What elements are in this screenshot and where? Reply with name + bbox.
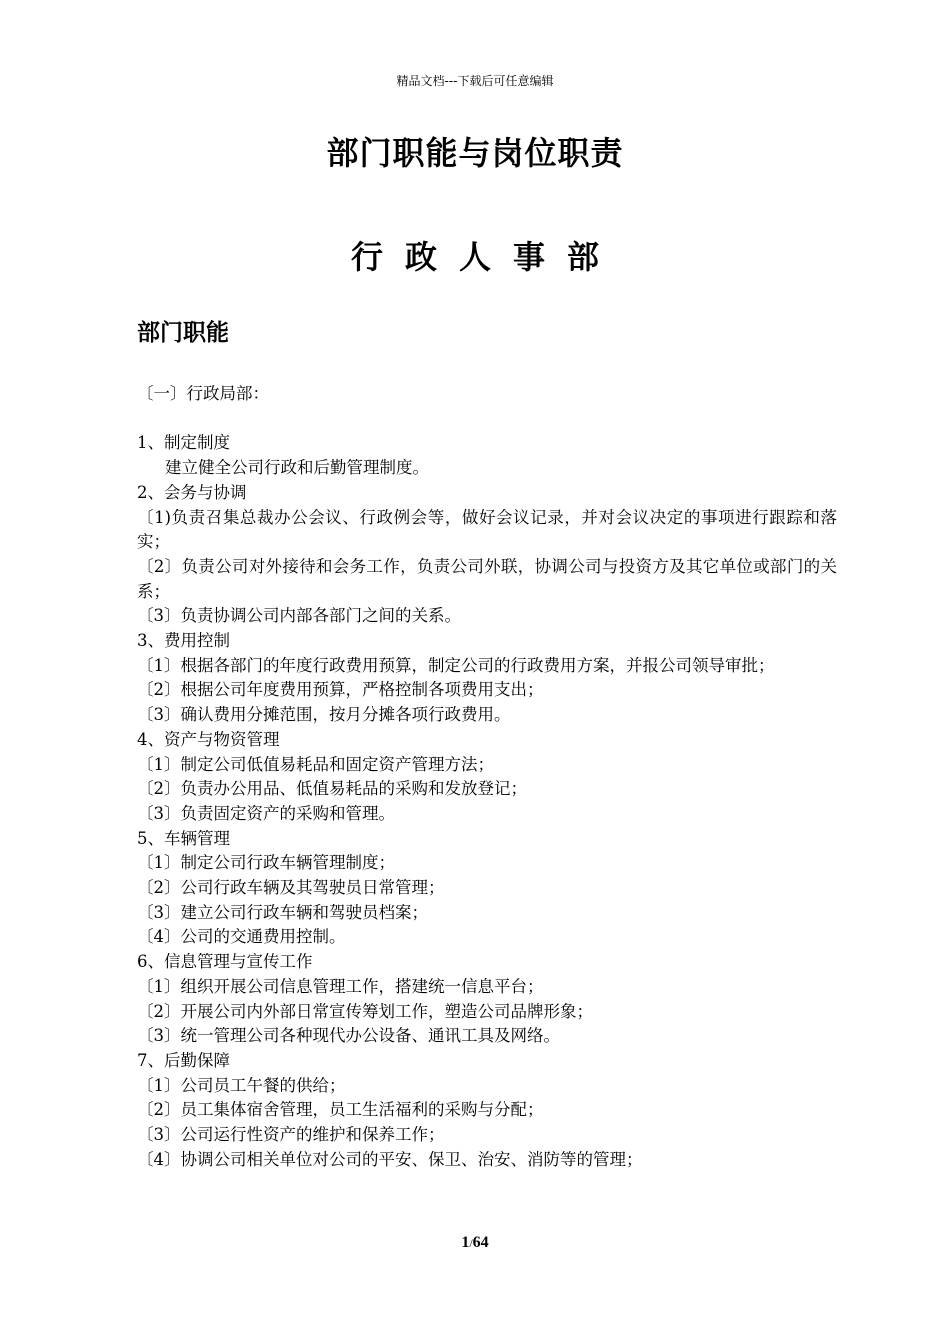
page-separator: / <box>469 1236 473 1250</box>
item-line: 〔2〕员工集体宿舍管理，员工生活福利的采购与分配； <box>137 1100 544 1120</box>
item-line: 〔1〕制定公司低值易耗品和固定资产管理方法； <box>137 754 494 774</box>
item-line: 建立健全公司行政和后勤管理制度。 <box>165 458 429 478</box>
item-line: 〔3〕统一管理公司各种现代办公设备、通讯工具及网络。 <box>137 1026 560 1046</box>
item-line: 〔1〕制定公司行政车辆管理制度； <box>137 853 395 873</box>
item-line: 〔2〕公司行政车辆及其驾驶员日常管理； <box>137 878 445 898</box>
item-line: 〔4〕公司的交通费用控制。 <box>137 927 346 947</box>
total-pages: 64 <box>472 1234 489 1251</box>
item-heading: 4、资产与物资管理 <box>137 729 280 749</box>
item-heading: 6、信息管理与宣传工作 <box>137 952 313 972</box>
item-line: 〔1〕组织开展公司信息管理工作，搭建统一信息平台； <box>137 976 544 996</box>
subsection-heading: 〔一〕行政局部： <box>137 384 269 403</box>
item-line: 〔3〕公司运行性资产的维护和保养工作； <box>137 1125 445 1145</box>
page-header: 精品文档---下载后可任意编辑 <box>396 74 554 88</box>
current-page: 1 <box>461 1234 470 1251</box>
item-heading: 1、制定制度 <box>137 433 230 453</box>
item-line: 〔2〕开展公司内外部日常宣传筹划工作，塑造公司品牌形象； <box>137 1001 593 1021</box>
item-line: 〔1〕根据各部门的年度行政费用预算，制定公司的行政费用方案，并报公司领导审批； <box>137 655 775 675</box>
item-line: 〔4〕协调公司相关单位对公司的平安、保卫、治安、消防等的管理； <box>137 1149 643 1169</box>
item-heading: 5、车辆管理 <box>137 828 230 848</box>
spacer <box>137 407 837 432</box>
page-number <box>0 1234 950 1252</box>
item-line: 〔3〕负责协调公司内部各部门之间的关系。 <box>137 606 461 626</box>
item-line: 〔3〕确认费用分摊范围，按月分摊各项行政费用。 <box>137 705 511 725</box>
document-title: 部门职能与岗位职责 <box>326 134 624 172</box>
item-line: 〔2〕根据公司年度费用预算，严格控制各项费用支出； <box>137 680 544 700</box>
section-heading: 部门职能 <box>137 320 229 346</box>
item-line: 〔2〕负责办公用品、低值易耗品的采购和发放登记； <box>137 779 527 799</box>
department-title: 行政人事部 <box>350 238 621 276</box>
item-heading: 2、会务与协调 <box>137 482 247 502</box>
item-heading: 7、后勤保障 <box>137 1050 230 1070</box>
item-line: 〔1〕公司员工午餐的供给； <box>137 1075 346 1095</box>
item-line: 〔3〕负责固定资产的采购和管理。 <box>137 803 395 823</box>
document-body <box>137 382 837 1172</box>
item-line: 〔2〕负责公司对外接待和会务工作，负责公司外联，协调公司与投资方及其它单位或部门的关系； <box>137 556 837 601</box>
item-line: 〔1)负责召集总裁办公会议、行政例会等，做好会议记录，并对会议决定的事项进行跟踪和落实； <box>137 507 837 552</box>
item-heading: 3、费用控制 <box>137 631 230 651</box>
item-line: 〔3〕建立公司行政车辆和驾驶员档案； <box>137 902 428 922</box>
